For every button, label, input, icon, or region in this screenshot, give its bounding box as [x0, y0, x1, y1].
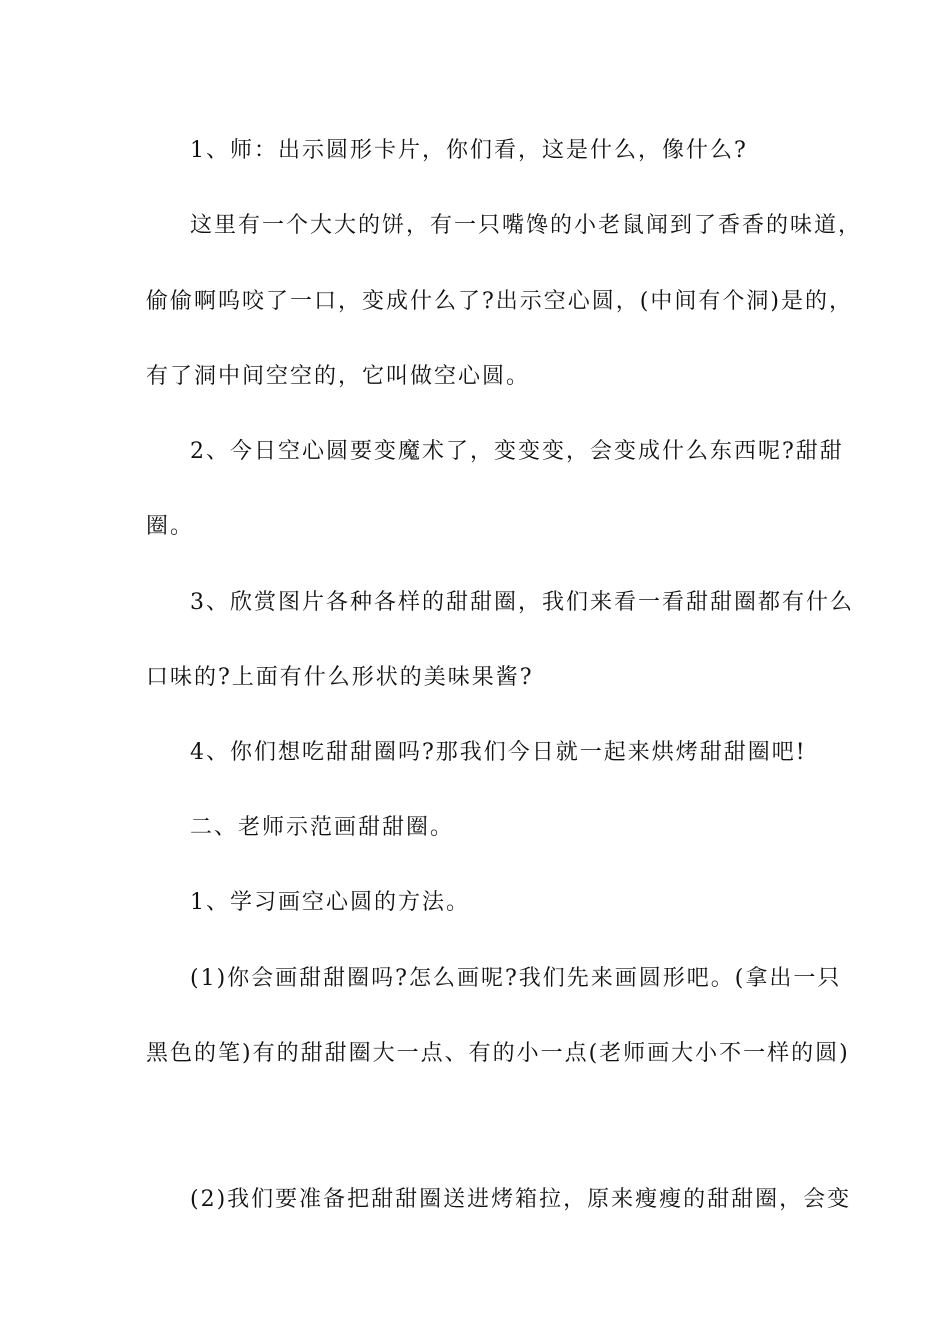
- text-line: 这里有一个大大的饼，有一只嘴馋的小老鼠闻到了香香的味道，: [190, 213, 863, 238]
- text-line: 二、老师示范画甜甜圈。: [190, 815, 455, 840]
- text-line: 1、师：出示圆形卡片，你们看，这是什么，像什么?: [190, 138, 748, 163]
- text-line: (2)我们要准备把甜甜圈送进烤箱拉，原来瘦瘦的甜甜圈，会变: [190, 1187, 852, 1212]
- text-line: 口味的?上面有什么形状的美味果酱?: [146, 665, 534, 690]
- text-line: 4、你们想吃甜甜圈吗?那我们今日就一起来烘烤甜甜圈吧!: [190, 740, 807, 765]
- text-line: 3、欣赏图片各种各样的甜甜圈，我们来看一看甜甜圈都有什么: [190, 590, 854, 615]
- text-line: 圈。: [146, 514, 195, 539]
- text-line: 偷偷啊呜咬了一口，变成什么了?出示空心圆，(中间有个洞)是的，: [146, 289, 853, 314]
- text-line: 1、学习画空心圆的方法。: [190, 890, 470, 915]
- text-line: 有了洞中间空空的，它叫做空心圆。: [146, 364, 531, 389]
- text-line: 2、今日空心圆要变魔术了，变变变，会变成什么东西呢?甜甜: [190, 439, 844, 464]
- text-line: (1)你会画甜甜圈吗?怎么画呢?我们先来画圆形吧。(拿出一只: [190, 966, 842, 991]
- text-line: 黑色的笔)有的甜甜圈大一点、有的小一点(老师画大小不一样的圆): [146, 1041, 850, 1066]
